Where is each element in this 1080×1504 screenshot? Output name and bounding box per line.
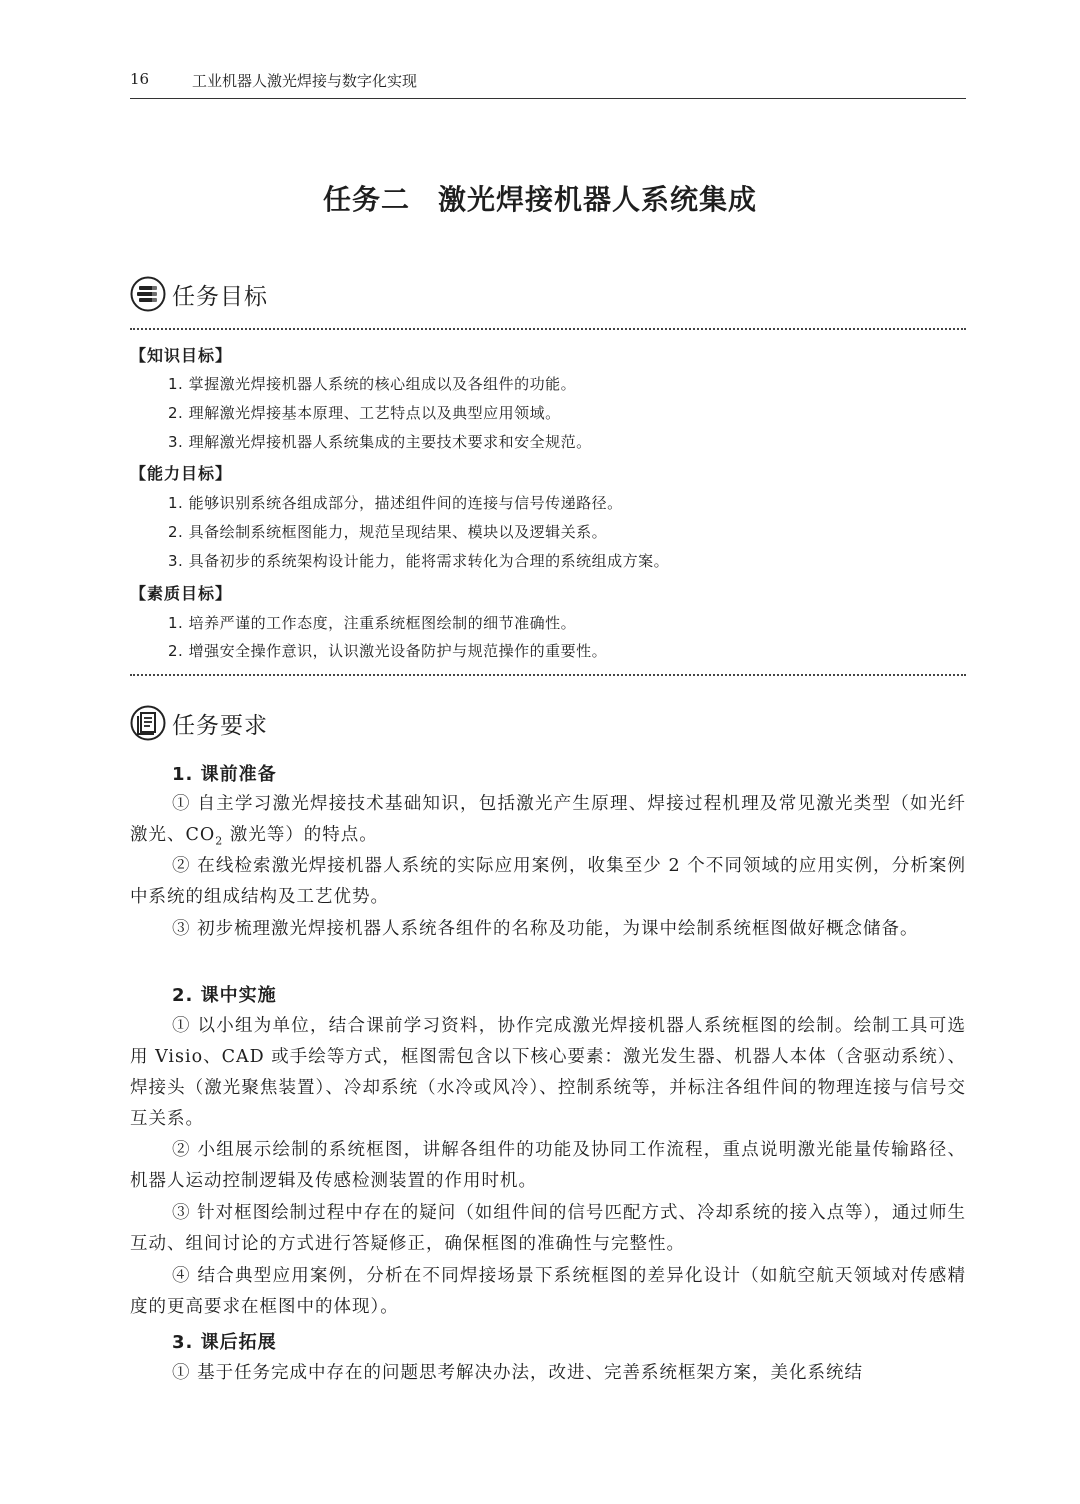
task-number: 任务二 — [322, 183, 410, 216]
paragraph: ② 小组展示绘制的系统框图，讲解各组件的功能及协同工作流程，重点说明激光能量传输路径、机器人运动控制逻辑及传感检测装置的作用时机。 — [130, 1140, 966, 1191]
list-item: 3. 理解激光焊接机器人系统集成的主要技术要求和安全规范。 — [168, 433, 592, 451]
list-item: 2. 理解激光焊接基本原理、工艺特点以及典型应用领域。 — [168, 404, 561, 422]
list-item: 3. 具备初步的系统架构设计能力，能将需求转化为合理的系统组成方案。 — [168, 552, 670, 570]
section-title: 3. 课后拓展 — [172, 1332, 277, 1353]
paragraph: ③ 初步梳理激光焊接机器人系统各组件的名称及功能，为课中绘制系统框图做好概念储备。 — [172, 919, 919, 939]
list-item: 1. 培养严谨的工作态度，注重系统框图绘制的细节准确性。 — [168, 614, 577, 632]
list-item: 1. 能够识别系统各组成部分，描述组件间的连接与信号传递路径。 — [168, 494, 623, 512]
quality-goals-title: 【素质目标】 — [130, 584, 233, 603]
divider — [130, 328, 966, 330]
list-item: 1. 掌握激光焊接机器人系统的核心组成以及各组件的功能。 — [168, 375, 577, 393]
running-header — [130, 70, 966, 99]
paragraph: ④ 结合典型应用案例，分析在不同焊接场景下系统框图的差异化设计（如航空航天领域对传感精度的更高要求在框图中的体现）。 — [130, 1266, 966, 1317]
paragraph: ② 在线检索激光焊接机器人系统的实际应用案例，收集至少 2 个不同领域的应用实例，分析案例中系统的组成结构及工艺优势。 — [130, 856, 966, 907]
paragraph: ③ 针对框图绘制过程中存在的疑问（如组件间的信号匹配方式、冷却系统的接入点等），通过师生互动、组间讨论的方式进行答疑修正，确保框图的准确性与完整性。 — [130, 1203, 966, 1254]
list-item: 2. 增强安全操作意识，认识激光设备防护与规范操作的重要性。 — [168, 642, 608, 660]
page-title — [0, 178, 1080, 218]
page-number: 16 — [130, 70, 150, 88]
book-title: 工业机器人激光焊接与数字化实现 — [192, 72, 418, 90]
ability-goals-title: 【能力目标】 — [130, 464, 233, 483]
list-item: 2. 具备绘制系统框图能力，规范呈现结果、模块以及逻辑关系。 — [168, 523, 608, 541]
divider — [130, 674, 966, 676]
paragraph: ① 基于任务完成中存在的问题思考解决办法，改进、完善系统框架方案，美化系统结 — [172, 1363, 864, 1383]
task-name: 激光焊接机器人系统集成 — [438, 183, 758, 216]
paragraph: ① 自主学习激光焊接技术基础知识，包括激光产生原理、焊接过程机理及常见激光类型（如光纤激光、$CO_2$ 激光等）的特点。 — [130, 794, 966, 848]
requirements-heading — [130, 703, 268, 743]
objectives-heading-label: 任务目标 — [172, 283, 268, 310]
section-title: 2. 课中实施 — [172, 985, 277, 1006]
books-icon — [130, 276, 166, 312]
section-title: 1. 课前准备 — [172, 764, 277, 785]
document-icon — [130, 705, 166, 741]
knowledge-goals-title: 【知识目标】 — [130, 346, 233, 365]
requirements-heading-label: 任务要求 — [172, 712, 268, 739]
paragraph: ① 以小组为单位，结合课前学习资料，协作完成激光焊接机器人系统框图的绘制。绘制工具可选用 Visio、CAD 或手绘等方式，框图需包含以下核心要素：激光发生器、机器人本体（含驱动系统）、焊接头（激光聚焦装置）、冷却系统（水冷或风冷）、控制系统等，并标注各组件间的物理连接与信号交互关系。 — [130, 1016, 966, 1129]
objectives-heading — [130, 274, 268, 314]
